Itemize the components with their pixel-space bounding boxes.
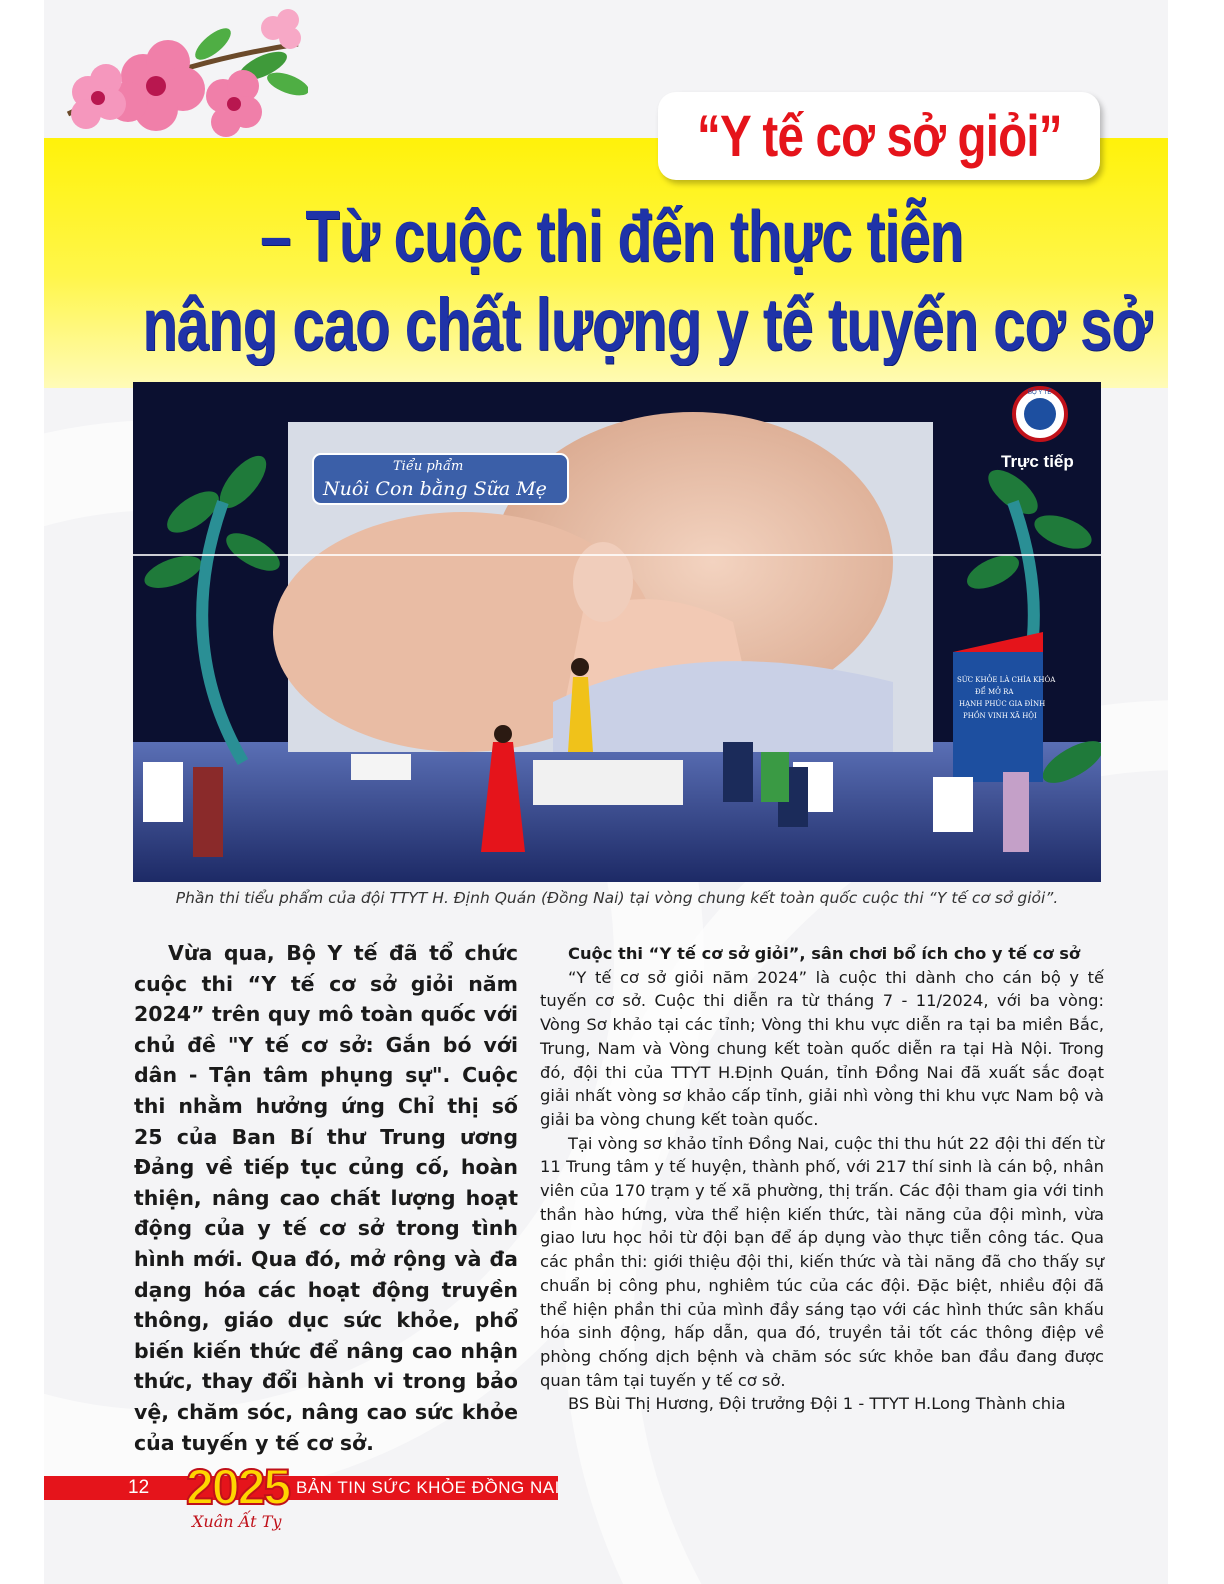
stage-sign-title-text: Nuôi Con bằng Sữa Mẹ: [323, 478, 547, 500]
body-column: [540, 942, 1104, 1416]
stage-photo: [133, 382, 1101, 882]
body-paragraph-3: BS Bùi Thị Hương, Đội trưởng Đội 1 - TTYT H.Long Thành chia: [568, 1394, 1066, 1414]
banner-line-3: HẠNH PHÚC GIA ĐÌNH: [959, 700, 1046, 708]
live-label: Trực tiếp: [1001, 452, 1074, 471]
page-number: 12: [128, 1477, 150, 1498]
footer-year-logo: 2025: [186, 1459, 290, 1515]
photo-seam-line: [133, 554, 1101, 556]
logo-sub-text: TSG: [1032, 432, 1047, 439]
footer-edition: Xuân Ất Tỵ: [192, 1512, 282, 1531]
body-paragraph-1: “Y tế cơ sở giỏi năm 2024” là cuộc thi dành cho cán bộ y tế tuyến cơ sở. Cuộc thi diễn ra từ tháng 7 - 11/2024, với ba vòng: Vòng Sơ khảo tại các tỉnh; Vòng thi khu vực diễn ra tại ba miền Bắc, Trung, Nam và Vòng chung kết toàn quốc diễn ra tại Hà Nội. Trong đó, đội thi của TTYT H.Định Quán, tỉnh Đồng Nai đã xuất sắc đoạt giải nhất vòng sơ khảo cấp tỉnh, giải nhì vòng thi khu vực Nam bộ và giải ba vòng chung kết toàn quốc.: [540, 967, 1104, 1129]
stage-sign-small-text: Tiểu phẩm: [393, 459, 464, 474]
headline-line-1: – Từ cuộc thi đến thực tiễn: [260, 197, 964, 277]
banner-line-2: ĐỂ MỞ RA: [975, 688, 1014, 696]
photo-caption: Phần thi tiểu phẩm của đội TTYT H. Định Quán (Đồng Nai) tại vòng chung kết toàn quốc cuộc thi “Y tế cơ sở giỏi”.: [175, 889, 1059, 907]
lead-paragraph: Vừa qua, Bộ Y tế đã tổ chức cuộc thi “Y tế cơ sở giỏi năm 2024” trên quy mô toàn quốc với chủ đề "Y tế cơ sở: Gắn bó với dân - Tận tâm phụng sự". Cuộc thi nhằm hưởng ứng Chỉ thị số 25 của Ban Bí thư Trung ương Đảng về tiếp tục củng cố, hoàn thiện, nâng cao chất lượng hoạt động của y tế cơ sở trong tình hình mới. Qua đó, mở rộng và đa dạng hóa các hoạt động truyền thông, giáo dục sức khỏe, phổ biến kiến thức để nâng cao nhận thức, thay đổi hành vi trong bảo vệ, chăm sóc, nâng cao sức khỏe của tuyến y tế cơ sở.: [134, 941, 518, 1455]
banner-line-1: SỨC KHỎE LÀ CHÌA KHÓA: [957, 676, 1056, 684]
kicker-text: “Y tế cơ sở giỏi”: [696, 103, 1062, 169]
headline-line-2: nâng cao chất lượng y tế tuyến cơ sở: [142, 283, 1152, 366]
lead-column: [134, 938, 518, 1458]
banner-line-4: PHỒN VINH XÃ HỘI: [963, 712, 1037, 720]
kicker-label: [658, 92, 1100, 180]
publication-name: BẢN TIN SỨC KHỎE ĐỒNG NAI: [296, 1478, 560, 1497]
logo-top-text: BỘ Y TẾ: [1028, 390, 1052, 396]
body-paragraph-2: Tại vòng sơ khảo tỉnh Đồng Nai, cuộc thi thu hút 22 đội thi đến từ 11 Trung tâm y tế huyện, thành phố, với 217 thí sinh là cán bộ, nhân viên của 170 trạm y tế xã phường, thị trấn. Các đội tham gia với tinh thần hào hứng, vừa thể hiện kiến thức, tài năng của đội mình, vừa giao lưu học hỏi từ đội bạn để áp dụng vào thực tiễn công tác. Qua các phần thi: giới thiệu đội thi, kiến thức và tài năng đã cho thấy sự chuẩn bị công phu, nghiêm túc của các đội. Đặc biệt, nhiều đội đã thể hiện phần thi của mình đầy sáng tạo với các hình thức sân khấu hóa sinh động, hấp dẫn, qua đó, truyền tải tốt các thông điệp về phòng chống dịch bệnh và chăm sóc sức khỏe ban đầu đang được quan tâm tại tuyến y tế cơ sở.: [540, 1133, 1104, 1390]
section-subheading: Cuộc thi “Y tế cơ sở giỏi”, sân chơi bổ ích cho y tế cơ sở: [568, 944, 1081, 963]
peach-blossom-decoration: [48, 4, 308, 144]
